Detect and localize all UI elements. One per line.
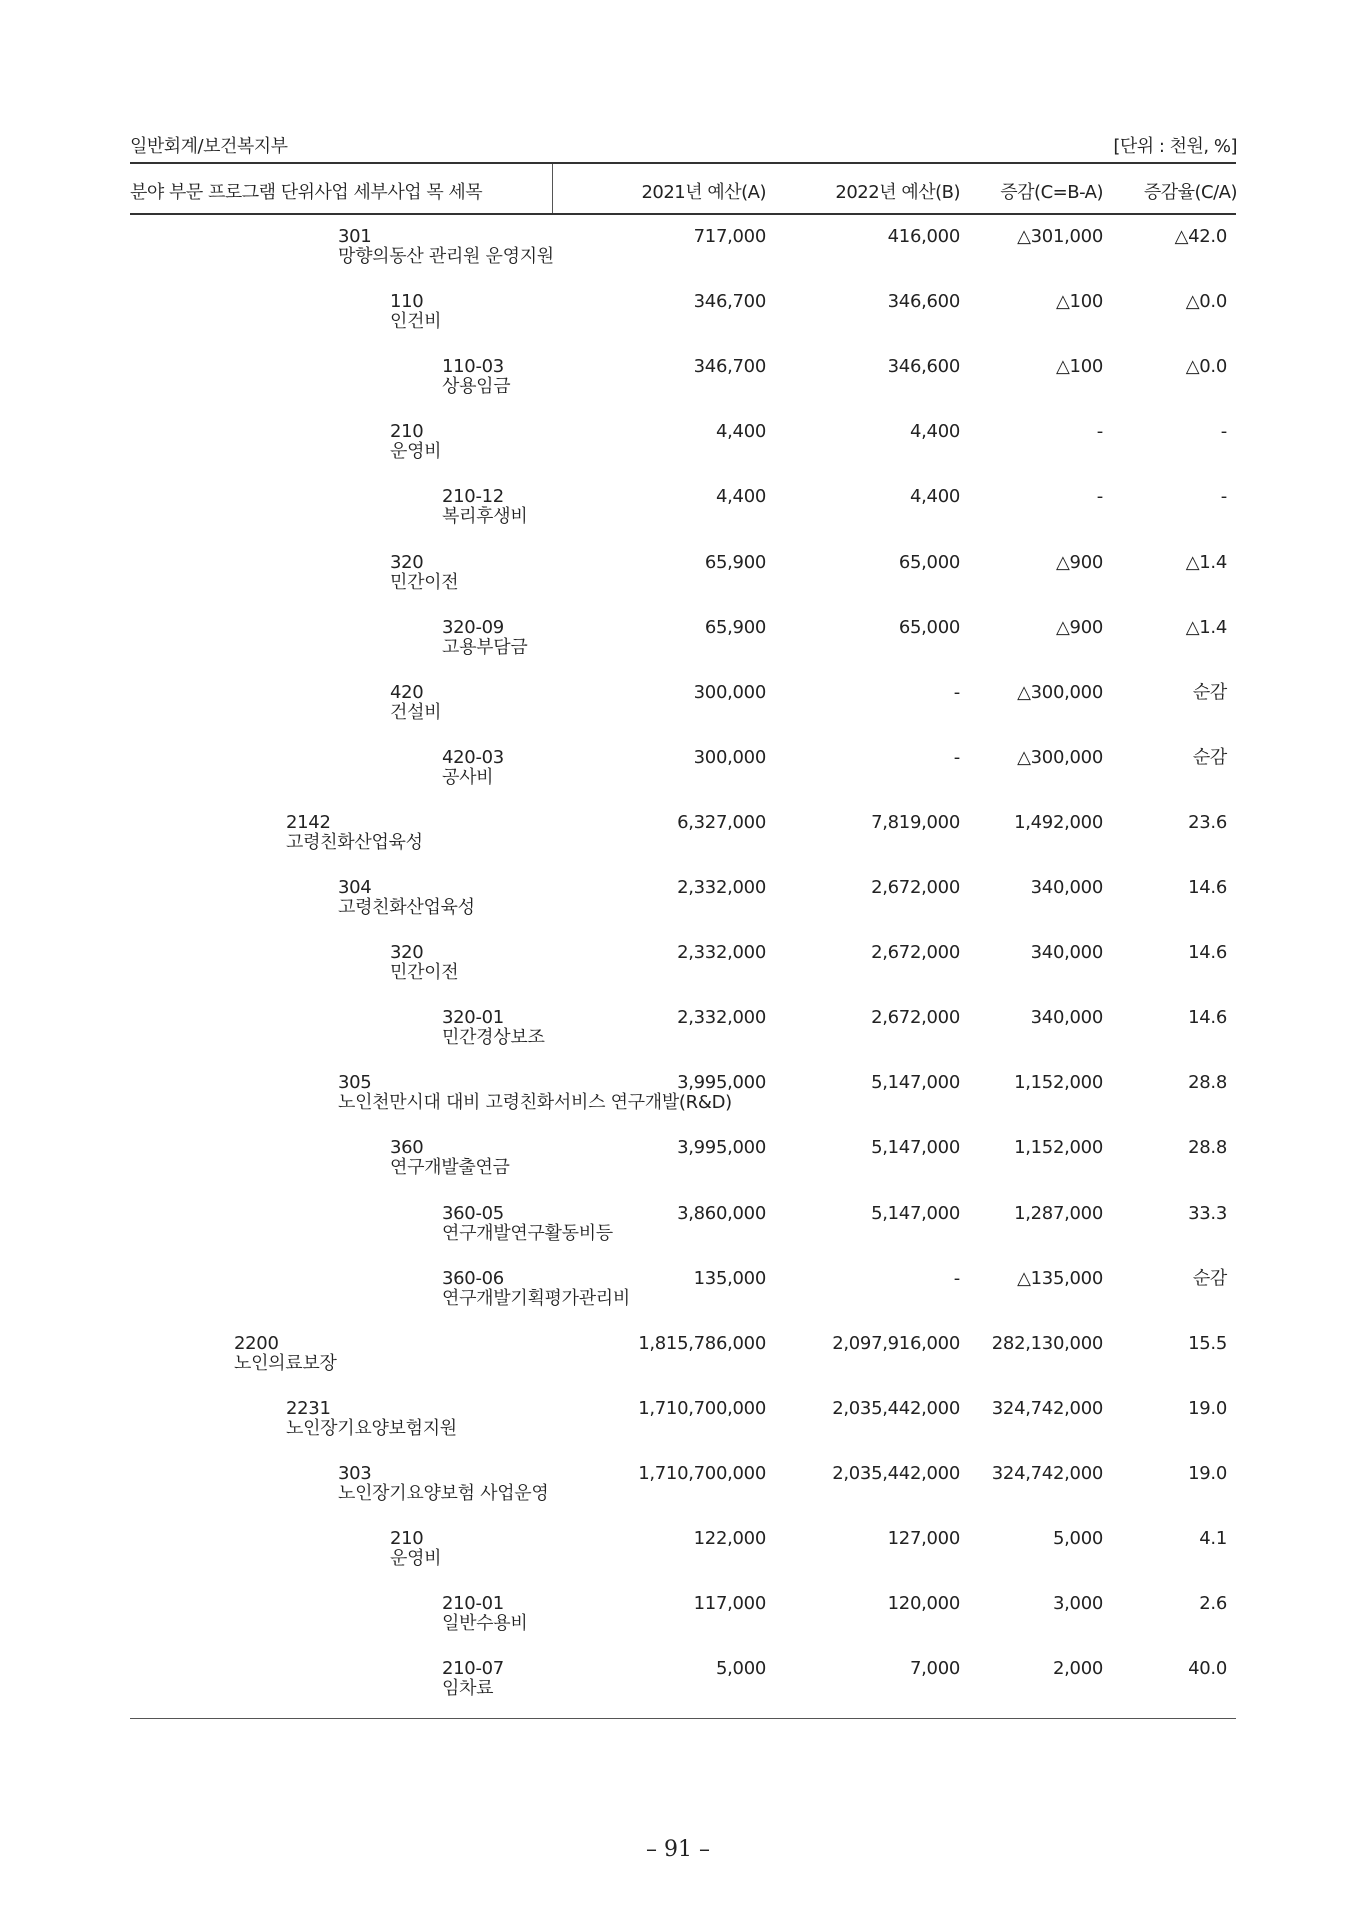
column-header-budget-2022: 2022년 예산(B) bbox=[835, 182, 960, 203]
item-code: 210 bbox=[390, 421, 424, 442]
change-rate-cell: 19.0 bbox=[1188, 1398, 1227, 1419]
item-code: 210-12 bbox=[442, 486, 504, 507]
document-header-left: 일반회계/보건복지부 bbox=[130, 136, 288, 157]
change-cell: 3,000 bbox=[1052, 1593, 1103, 1614]
item-name: 운영비 bbox=[390, 1548, 442, 1569]
budget-2021-cell: 65,900 bbox=[704, 552, 766, 573]
item-code: 2200 bbox=[234, 1333, 279, 1354]
item-code: 360-06 bbox=[442, 1268, 504, 1289]
item-code: 320-09 bbox=[442, 617, 504, 638]
change-rate-cell: △1.4 bbox=[1185, 552, 1227, 573]
change-rate-cell: 순감 bbox=[1192, 1268, 1227, 1289]
table-row bbox=[0, 1072, 1356, 1134]
item-code: 110 bbox=[390, 291, 424, 312]
item-code: 320 bbox=[390, 942, 424, 963]
table-row bbox=[0, 682, 1356, 744]
item-name: 고용부담금 bbox=[442, 637, 528, 658]
change-cell: △300,000 bbox=[1017, 682, 1103, 703]
item-name: 민간이전 bbox=[390, 962, 459, 983]
change-cell: 324,742,000 bbox=[991, 1398, 1103, 1419]
column-header-change: 증감(C=B-A) bbox=[1000, 182, 1103, 203]
change-rate-cell: △42.0 bbox=[1174, 226, 1227, 247]
change-cell: △900 bbox=[1056, 617, 1103, 638]
budget-2021-cell: 2,332,000 bbox=[677, 877, 766, 898]
table-row bbox=[0, 226, 1356, 288]
unit-label: [단위 : 천원, %] bbox=[1113, 136, 1237, 157]
budget-2021-cell: 300,000 bbox=[693, 747, 766, 768]
change-rate-cell: 4.1 bbox=[1199, 1528, 1227, 1549]
table-row bbox=[0, 747, 1356, 809]
budget-2022-cell: 120,000 bbox=[887, 1593, 960, 1614]
table-row bbox=[0, 1593, 1356, 1655]
table-row bbox=[0, 552, 1356, 614]
budget-2021-cell: 1,815,786,000 bbox=[638, 1333, 766, 1354]
column-separator bbox=[552, 164, 553, 213]
item-code: 2231 bbox=[286, 1398, 331, 1419]
item-name: 고령친화산업육성 bbox=[338, 897, 475, 918]
item-name: 노인천만시대 대비 고령친화서비스 연구개발(R&D) bbox=[338, 1092, 732, 1113]
change-cell: 5,000 bbox=[1052, 1528, 1103, 1549]
item-name: 노인장기요양보험 사업운영 bbox=[338, 1483, 549, 1504]
budget-2021-cell: 300,000 bbox=[693, 682, 766, 703]
change-cell: 340,000 bbox=[1030, 1007, 1103, 1028]
change-cell: △135,000 bbox=[1017, 1268, 1103, 1289]
table-top-rule bbox=[130, 162, 1236, 164]
item-code: 301 bbox=[338, 226, 372, 247]
table-row bbox=[0, 356, 1356, 418]
budget-2021-cell: 346,700 bbox=[693, 356, 766, 377]
change-rate-cell: 28.8 bbox=[1188, 1072, 1227, 1093]
budget-2021-cell: 3,995,000 bbox=[677, 1072, 766, 1093]
budget-2022-cell: 127,000 bbox=[887, 1528, 960, 1549]
item-code: 305 bbox=[338, 1072, 372, 1093]
header-bottom-rule bbox=[130, 213, 1236, 215]
item-code: 2142 bbox=[286, 812, 331, 833]
change-cell: 340,000 bbox=[1030, 942, 1103, 963]
column-header-budget-2021: 2021년 예산(A) bbox=[641, 182, 766, 203]
change-rate-cell: 33.3 bbox=[1188, 1203, 1227, 1224]
change-rate-cell: 40.0 bbox=[1188, 1658, 1227, 1679]
change-rate-cell: 순감 bbox=[1192, 682, 1227, 703]
table-row bbox=[0, 1268, 1356, 1330]
budget-2022-cell: 346,600 bbox=[887, 356, 960, 377]
table-row bbox=[0, 421, 1356, 483]
budget-2021-cell: 6,327,000 bbox=[677, 812, 766, 833]
item-name: 연구개발기획평가관리비 bbox=[442, 1288, 630, 1309]
item-name: 임차료 bbox=[442, 1678, 494, 1699]
item-name: 연구개발출연금 bbox=[390, 1157, 510, 1178]
item-name: 복리후생비 bbox=[442, 506, 528, 527]
table-row bbox=[0, 877, 1356, 939]
item-code: 360-05 bbox=[442, 1203, 504, 1224]
change-cell: △100 bbox=[1056, 291, 1103, 312]
item-code: 420-03 bbox=[442, 747, 504, 768]
table-row bbox=[0, 1203, 1356, 1265]
budget-2021-cell: 1,710,700,000 bbox=[638, 1398, 766, 1419]
change-cell: △300,000 bbox=[1017, 747, 1103, 768]
table-row bbox=[0, 1333, 1356, 1395]
change-cell: 1,287,000 bbox=[1014, 1203, 1103, 1224]
budget-2021-cell: 122,000 bbox=[693, 1528, 766, 1549]
change-rate-cell: 23.6 bbox=[1188, 812, 1227, 833]
item-name: 망향의동산 관리원 운영지원 bbox=[338, 246, 554, 267]
change-cell: 1,492,000 bbox=[1014, 812, 1103, 833]
change-rate-cell: 순감 bbox=[1192, 747, 1227, 768]
budget-2021-cell: 3,860,000 bbox=[677, 1203, 766, 1224]
table-row bbox=[0, 812, 1356, 874]
item-code: 303 bbox=[338, 1463, 372, 1484]
budget-2022-cell: 2,672,000 bbox=[871, 1007, 960, 1028]
budget-2021-cell: 4,400 bbox=[715, 486, 766, 507]
item-name: 노인의료보장 bbox=[234, 1353, 337, 1374]
table-row bbox=[0, 1658, 1356, 1720]
item-name: 운영비 bbox=[390, 441, 442, 462]
item-name: 연구개발연구활동비등 bbox=[442, 1223, 613, 1244]
item-code: 210 bbox=[390, 1528, 424, 1549]
item-name: 고령친화산업육성 bbox=[286, 832, 423, 853]
change-cell: 340,000 bbox=[1030, 877, 1103, 898]
budget-2022-cell: 5,147,000 bbox=[871, 1203, 960, 1224]
budget-2022-cell: 2,672,000 bbox=[871, 877, 960, 898]
budget-2021-cell: 346,700 bbox=[693, 291, 766, 312]
change-cell: 2,000 bbox=[1052, 1658, 1103, 1679]
budget-2021-cell: 117,000 bbox=[693, 1593, 766, 1614]
change-cell: - bbox=[1096, 421, 1103, 442]
change-rate-cell: 14.6 bbox=[1188, 877, 1227, 898]
change-rate-cell: △0.0 bbox=[1185, 291, 1227, 312]
change-rate-cell: - bbox=[1220, 486, 1227, 507]
budget-2021-cell: 5,000 bbox=[715, 1658, 766, 1679]
item-name: 건설비 bbox=[390, 702, 442, 723]
budget-2021-cell: 717,000 bbox=[693, 226, 766, 247]
item-code: 210-07 bbox=[442, 1658, 504, 1679]
item-code: 304 bbox=[338, 877, 372, 898]
item-name: 인건비 bbox=[390, 311, 442, 332]
change-cell: △900 bbox=[1056, 552, 1103, 573]
budget-2022-cell: 7,000 bbox=[909, 1658, 960, 1679]
change-cell: 324,742,000 bbox=[991, 1463, 1103, 1484]
item-code: 320-01 bbox=[442, 1007, 504, 1028]
column-header-category: 분야 부문 프로그램 단위사업 세부사업 목 세목 bbox=[130, 182, 483, 203]
table-row bbox=[0, 1463, 1356, 1525]
change-cell: 1,152,000 bbox=[1014, 1137, 1103, 1158]
budget-2022-cell: - bbox=[953, 682, 960, 703]
budget-2022-cell: 416,000 bbox=[887, 226, 960, 247]
item-name: 공사비 bbox=[442, 767, 494, 788]
change-rate-cell: 2.6 bbox=[1199, 1593, 1227, 1614]
budget-2022-cell: 4,400 bbox=[909, 421, 960, 442]
budget-2022-cell: 2,035,442,000 bbox=[832, 1398, 960, 1419]
change-cell: △301,000 bbox=[1017, 226, 1103, 247]
budget-2021-cell: 3,995,000 bbox=[677, 1137, 766, 1158]
item-code: 210-01 bbox=[442, 1593, 504, 1614]
table-row bbox=[0, 942, 1356, 1004]
item-code: 420 bbox=[390, 682, 424, 703]
budget-2022-cell: - bbox=[953, 1268, 960, 1289]
item-name: 일반수용비 bbox=[442, 1613, 528, 1634]
budget-2022-cell: 5,147,000 bbox=[871, 1137, 960, 1158]
table-row bbox=[0, 291, 1356, 353]
budget-2021-cell: 2,332,000 bbox=[677, 1007, 766, 1028]
table-row bbox=[0, 617, 1356, 679]
table-row bbox=[0, 1398, 1356, 1460]
change-cell: 282,130,000 bbox=[991, 1333, 1103, 1354]
budget-2022-cell: 65,000 bbox=[898, 552, 960, 573]
item-name: 민간경상보조 bbox=[442, 1027, 545, 1048]
change-rate-cell: △1.4 bbox=[1185, 617, 1227, 638]
item-code: 320 bbox=[390, 552, 424, 573]
item-name: 민간이전 bbox=[390, 572, 459, 593]
change-cell: 1,152,000 bbox=[1014, 1072, 1103, 1093]
change-cell: △100 bbox=[1056, 356, 1103, 377]
table-row bbox=[0, 1528, 1356, 1590]
budget-2022-cell: 65,000 bbox=[898, 617, 960, 638]
budget-2021-cell: 4,400 bbox=[715, 421, 766, 442]
item-name: 상용임금 bbox=[442, 376, 511, 397]
budget-2022-cell: 4,400 bbox=[909, 486, 960, 507]
table-bottom-rule bbox=[130, 1718, 1236, 1719]
change-rate-cell: △0.0 bbox=[1185, 356, 1227, 377]
budget-2021-cell: 1,710,700,000 bbox=[638, 1463, 766, 1484]
budget-2021-cell: 65,900 bbox=[704, 617, 766, 638]
budget-2022-cell: 7,819,000 bbox=[871, 812, 960, 833]
column-header-change-rate: 증감율(C/A) bbox=[1143, 182, 1237, 203]
item-code: 110-03 bbox=[442, 356, 504, 377]
budget-2022-cell: - bbox=[953, 747, 960, 768]
page-number: – 91 – bbox=[646, 1837, 710, 1862]
change-rate-cell: 28.8 bbox=[1188, 1137, 1227, 1158]
change-rate-cell: 19.0 bbox=[1188, 1463, 1227, 1484]
budget-2021-cell: 2,332,000 bbox=[677, 942, 766, 963]
budget-2022-cell: 346,600 bbox=[887, 291, 960, 312]
budget-2022-cell: 2,035,442,000 bbox=[832, 1463, 960, 1484]
table-row bbox=[0, 486, 1356, 548]
change-rate-cell: 14.6 bbox=[1188, 1007, 1227, 1028]
item-code: 360 bbox=[390, 1137, 424, 1158]
budget-2022-cell: 5,147,000 bbox=[871, 1072, 960, 1093]
change-rate-cell: 14.6 bbox=[1188, 942, 1227, 963]
budget-2022-cell: 2,097,916,000 bbox=[832, 1333, 960, 1354]
budget-2022-cell: 2,672,000 bbox=[871, 942, 960, 963]
table-row bbox=[0, 1137, 1356, 1199]
change-rate-cell: 15.5 bbox=[1188, 1333, 1227, 1354]
budget-2021-cell: 135,000 bbox=[693, 1268, 766, 1289]
change-rate-cell: - bbox=[1220, 421, 1227, 442]
change-cell: - bbox=[1096, 486, 1103, 507]
item-name: 노인장기요양보험지원 bbox=[286, 1418, 457, 1439]
table-row bbox=[0, 1007, 1356, 1069]
